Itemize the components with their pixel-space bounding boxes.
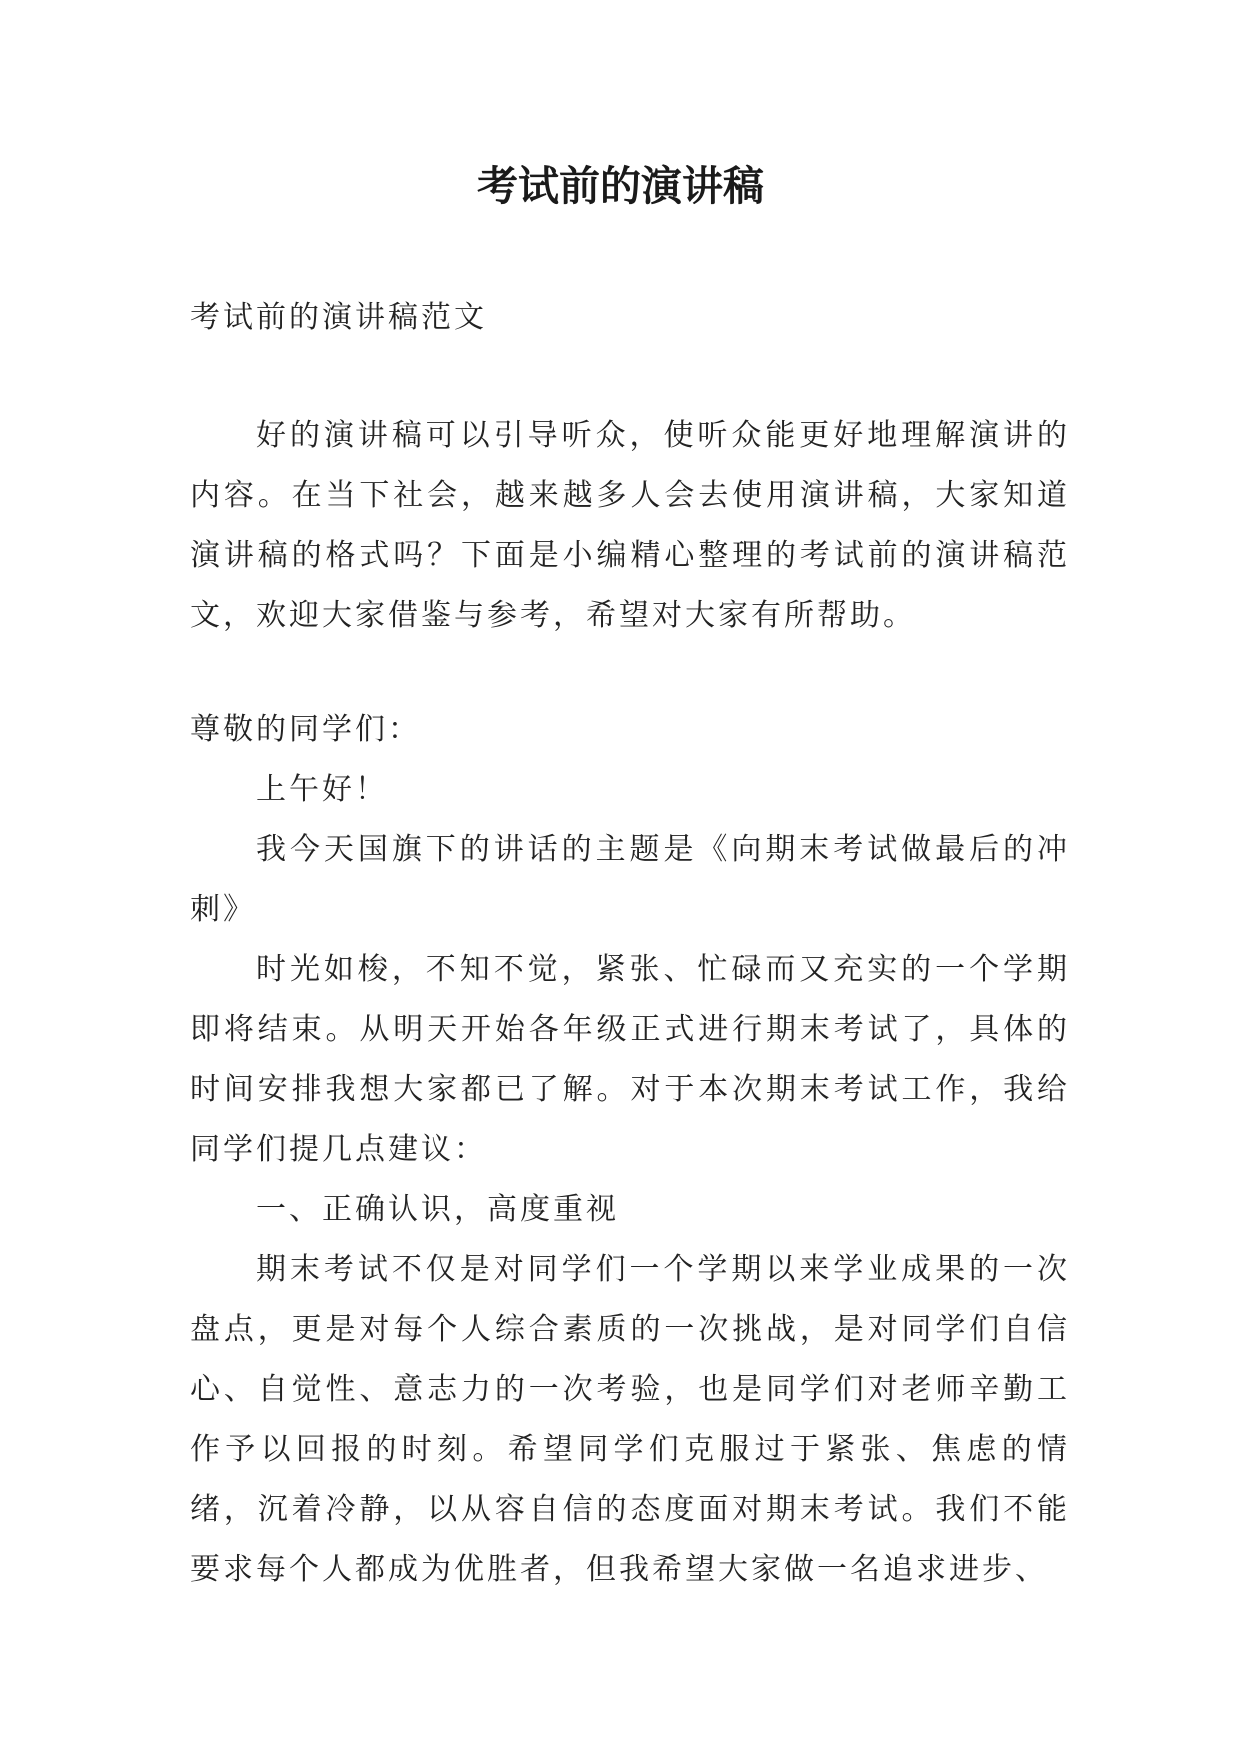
section-heading: 一、正确认识，高度重视	[256, 1192, 619, 1227]
document-title: 考试前的演讲稿	[477, 162, 764, 210]
speech-paragraph-body: 期末考试不仅是对同学们一个学期以来学业成果的一次盘点，更是对每个人综合素质的一次挑战，是对同学们自信心、自觉性、意志力的一次考验，也是同学们对老师辛勤工作予以回报的时刻。希望同学们克服过于紧张、焦虑的情绪，沉着冷静，以从容自信的态度面对期末考试。我们不能要求每个人都成为优胜者，但我希望大家做一名追求进步、	[190, 1252, 1070, 1587]
salutation: 尊敬的同学们：	[190, 712, 421, 747]
intro-paragraph: 好的演讲稿可以引导听众，使听众能更好地理解演讲的内容。在当下社会，越来越多人会去使用演讲稿，大家知道演讲稿的格式吗？下面是小编精心整理的考试前的演讲稿范文，欢迎大家借鉴与参考，希望对大家有所帮助。	[190, 418, 1070, 633]
speech-body	[190, 700, 1070, 1600]
speech-paragraph-topic: 我今天国旗下的讲话的主题是《向期末考试做最后的冲刺》	[190, 832, 1070, 927]
speech-paragraph-intro: 时光如梭，不知不觉，紧张、忙碌而又充实的一个学期即将结束。从明天开始各年级正式进行期末考试了，具体的时间安排我想大家都已了解。对于本次期末考试工作，我给同学们提几点建议：	[190, 952, 1070, 1167]
greeting: 上午好！	[256, 772, 388, 807]
document-subtitle: 考试前的演讲稿范文	[190, 300, 487, 335]
